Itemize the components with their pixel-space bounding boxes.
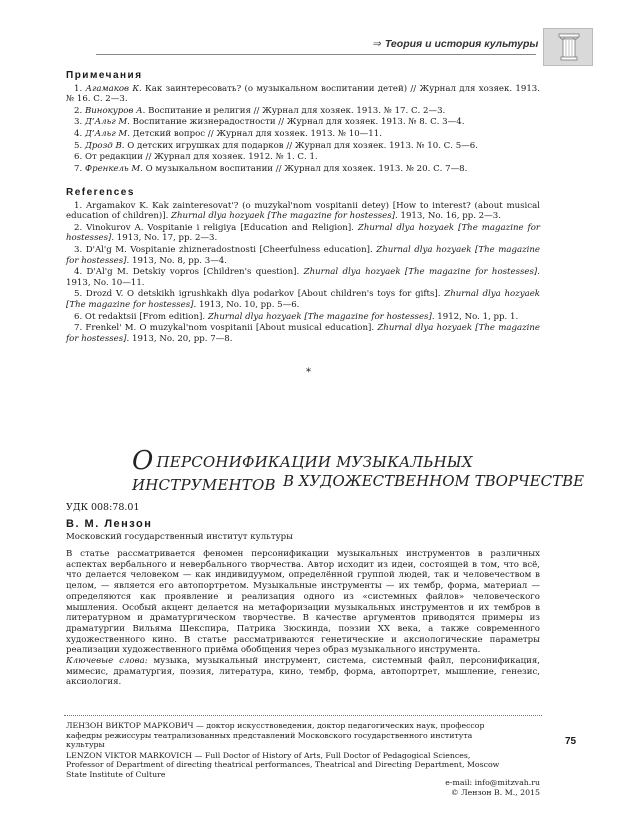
column-icon xyxy=(558,33,580,61)
udc-code: УДК 008:78.01 xyxy=(66,502,140,513)
title-drop-letter: О xyxy=(132,446,154,476)
note-item: 4. Д’Альг М. Детский вопрос // Журнал для хозяек. 1913. № 10—11. xyxy=(74,128,382,139)
author-affiliation: Московский государственный институт культуры xyxy=(66,532,294,542)
note-item: 1. Агамаков К. Как заинтересовать? (о музыкальном воспитании детей) // Журнал для хозяек. 1913. № 16. С. 2—3. xyxy=(66,83,541,105)
notes-section xyxy=(66,71,540,175)
author-email: e-mail: info@mitzvah.ru xyxy=(445,778,540,787)
header-logo-box xyxy=(543,28,593,66)
section-separator: * xyxy=(306,367,311,378)
header-rule xyxy=(96,54,536,55)
footnote-divider xyxy=(64,715,542,716)
references-section xyxy=(66,188,540,345)
abstract xyxy=(66,549,540,688)
section-header xyxy=(372,38,538,50)
author-footnote xyxy=(66,721,506,780)
copyright: © Лензон В. М., 2015 xyxy=(450,787,540,797)
section-title: Теория и история культуры xyxy=(384,38,539,50)
abstract-text: В статье рассматривается феномен персонификации музыкальных инструментов в различных аспектах вербального и невербального творчества. Автор исходит из идеи, состоящей в том, что всё, что делается человеком — как индивидуумом, определённой группой людей, так и человечеством в целом, — является его автопортретом. Музыкальные инструменты — их тембр, форма, материал — определяются как проявление и реализация одного из «системных файлов» человеческого мышления. Особый акцент делается на метафоризации музыкальных инструментов и их тембров в литературном и драматургическом творчестве. В качестве аргументов приводятся примеры из драматургии Вильяма Шекспира, Патрика Зюскинда, поэзии XX века, а также современного художественного кино. В статье рассматриваются генетические и аксиологические параметры реализации художественного приёма обобщения через образ музыкального инструмента. xyxy=(66,549,540,656)
author-name: В. М. Лензон xyxy=(66,518,153,530)
note-item: 6. От редакции // Журнал для хозяек. 1912. № 1. С. 1. xyxy=(74,152,318,163)
note-item: 5. Дрозд В. О детских игрушках для подарков // Журнал для хозяек. 1913. № 10. С. 5—6. xyxy=(74,140,478,151)
reference-item: 3. D'Al'g M. Vospitanie zhizneradostnosti [Cheerfulness education]. Zhurnal dlya hozyaek [The magazine for hostesses]. 1913, No. 8, pp. 3—4. xyxy=(66,244,541,266)
footnote-en: LENZON VIKTOR MARKOVICH — Full Doctor of History of Arts, Full Doctor of Pedagogical Sciences, Professor of Department of directing theatrical performances, Theatrical and Directing Department, Moscow State Institute of Culture xyxy=(66,750,500,779)
reference-item: 5. Drozd V. O detskikh igrushkakh dlya podarkov [About children's toys for gifts]. Zhurnal dlya hozyaek [The magazine for hostesses]. 1913, No. 10, pp. 5—6. xyxy=(66,289,540,310)
contact-info xyxy=(420,778,540,797)
note-item: 2. Винокуров А. Воспитание и религия // Журнал для хозяек. 1913. № 17. С. 2—3. xyxy=(74,105,446,116)
article-title-line2: В ХУДОЖЕСТВЕННОМ ТВОРЧЕСТВЕ xyxy=(283,472,585,490)
notes-heading: Примечания xyxy=(66,70,143,81)
reference-item: 4. D'Al'g M. Detskiy vopros [Children's question]. Zhurnal dlya hozyaek [The magazine for hostesses]. 1913, No. 10—11. xyxy=(66,267,540,288)
note-item: 3. Д’Альг М. Воспитание жизнерадостности // Журнал для хозяек. 1913. № 8. С. 3—4. xyxy=(74,117,465,128)
page-number: 75 xyxy=(565,736,577,747)
arrow-icon: ⇒ xyxy=(372,38,381,50)
footnote-ru: ЛЕНЗОН ВИКТОР МАРКОВИЧ — доктор искусствоведения, доктор педагогических наук, профессор кафедры режиссуры театрализованных представлений Московского государственного института культуры xyxy=(66,721,485,749)
reference-item: 2. Vinokurov A. Vospitanie i religiya [Education and Religion]. Zhurnal dlya hozyaek [The magazine for hostesses]. 1913, No. 17, pp. 2—3. xyxy=(66,222,540,244)
article-title-line1: ОПЕРСОНИФИКАЦИИ МУЗЫКАЛЬНЫХ ИНСТРУМЕНТОВ xyxy=(132,446,473,494)
note-item: 7. Френкель М. О музыкальном воспитании // Журнал для хозяек. 1913. № 20. С. 7—8. xyxy=(74,163,468,174)
keywords: Ключевые слова: музыка, музыкальный инструмент, система, системный файл, персонификация, мимесис, драматургия, поэзия, литература, кино, тембр, форма, автопортрет, мышление, генезис, аксиология. xyxy=(66,656,540,688)
reference-item: 1. Argamakov K. Kak zainteresovat'? (o muzykal'nom vospitanii detey) [How to interest? (about musical education of children)]. Zhurnal dlya hozyaek [The magazine for hostesses]. 1913, No. 16, pp. 2—3. xyxy=(66,200,540,222)
reference-item: 7. Frenkel' M. O muzykal'nom vospitanii [About musical education]. Zhurnal dlya hozyaek [The magazine for hostesses]. 1913, No. 20, pp. 7—8. xyxy=(66,323,540,344)
references-heading: References xyxy=(66,187,135,198)
reference-item: 6. Ot redaktsii [From edition]. Zhurnal dlya hozyaek [The magazine for hostesses]. 1912, No. 1, pp. 1. xyxy=(74,311,519,322)
